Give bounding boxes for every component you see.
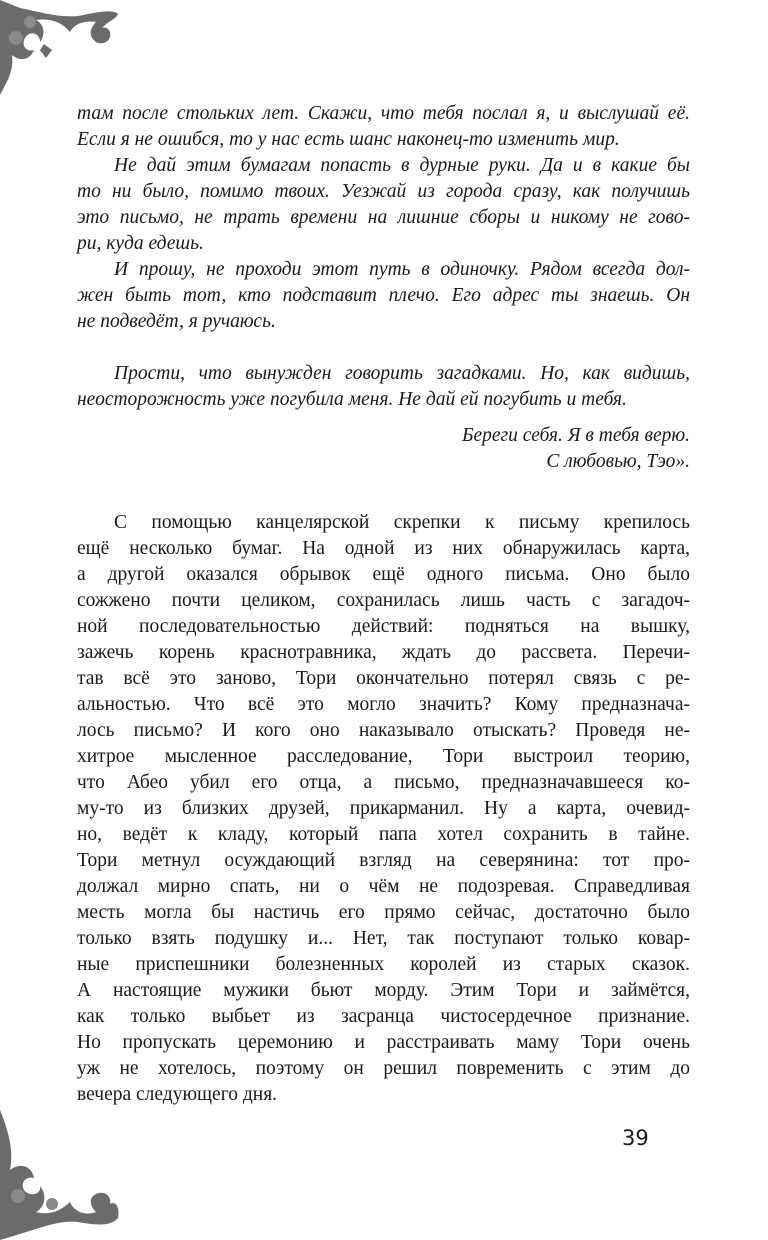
signature-line: Береги себя. Я в тебя верю. bbox=[462, 425, 690, 446]
text-line: Если я не ошибся, то у нас есть шанс наконец-то изменить мир. bbox=[77, 129, 620, 150]
letter-signature bbox=[77, 423, 690, 475]
text-line: вечера следующего дня. bbox=[77, 1084, 278, 1105]
text-line: как только выбьет из засранца чистосердечное признание. bbox=[77, 1006, 690, 1027]
text-line: там после стольких лет. Скажи, что тебя послал я, и выслушай её. bbox=[77, 103, 690, 124]
page-number: 39 bbox=[622, 1126, 649, 1150]
text-line: что Абео убил его отца, а письмо, предназначавшееся ко- bbox=[77, 772, 690, 793]
text-line: то ни было, помимо твоих. Уезжай из города сразу, как получишь bbox=[77, 181, 690, 202]
text-line: жен быть тот, кто подставит плечо. Его адрес ты знаешь. Он bbox=[77, 285, 690, 306]
text-line: уж не хотелось, поэтому он решил повременить с этим до bbox=[77, 1058, 690, 1079]
text-line: лось письмо? И кого оно наказывало отыскать? Проведя не- bbox=[77, 720, 690, 741]
text-line: месть могла бы настичь его прямо сейчас, достаточно было bbox=[77, 902, 690, 923]
text-line: тав всё это заново, Тори окончательно потерял связь с ре- bbox=[77, 668, 690, 689]
text-line: ной последовательностью действий: подняться на вышку, bbox=[77, 616, 690, 637]
text-line: сожжено почти целиком, сохранилась лишь часть с загадоч- bbox=[77, 590, 690, 611]
text-line: ещё несколько бумаг. На одной из них обнаружилась карта, bbox=[77, 538, 690, 559]
text-line: должал мирно спать, ни о чём не подозревая. Справедливая bbox=[77, 876, 690, 897]
text-line: Тори метнул осуждающий взгляд на северянина: тот про- bbox=[77, 850, 690, 871]
text-line: не подведёт, я ручаюсь. bbox=[77, 311, 276, 332]
text-line: С помощью канцелярской скрепки к письму крепилось bbox=[114, 512, 690, 533]
text-line: это письмо, не трать времени на лишние сборы и никому не гово- bbox=[77, 207, 690, 228]
letter-text bbox=[77, 101, 690, 335]
body-paragraph bbox=[77, 510, 690, 1108]
text-line: неосторожность уже погубила меня. Не дай ей погубить и тебя. bbox=[77, 389, 627, 410]
letter-closing-text bbox=[77, 361, 690, 413]
text-line: а другой оказался обрывок ещё одного письма. Оно было bbox=[77, 564, 690, 585]
text-line: зажечь корень краснотравника, ждать до рассвета. Перечи- bbox=[77, 642, 690, 663]
top-corner-ornament bbox=[0, 0, 130, 110]
text-line: хитрое мысленное расследование, Тори выстроил теорию, bbox=[77, 746, 690, 767]
text-line: И прошу, не проходи этот путь в одиночку. Рядом всегда дол- bbox=[114, 259, 690, 280]
text-line: ри, куда едешь. bbox=[77, 233, 204, 254]
text-line: но, ведёт к кладу, который папа хотел сохранить в тайне. bbox=[77, 824, 690, 845]
text-line: альностью. Что всё это могло значить? Кому предназнача- bbox=[77, 694, 690, 715]
text-line: только взять подушку и... Нет, так поступают только ковар- bbox=[77, 928, 690, 949]
text-line: А настоящие мужики бьют морду. Этим Тори и займётся, bbox=[77, 980, 690, 1001]
text-line: му-то из близких друзей, прикарманил. Ну а карта, очевид- bbox=[77, 798, 690, 819]
text-line: Прости, что вынужден говорить загадками. Но, как видишь, bbox=[114, 363, 690, 384]
signature-line: С любовью, Тэо». bbox=[546, 451, 690, 472]
text-line: Но пропускать церемонию и расстраивать маму Тори очень bbox=[77, 1032, 690, 1053]
text-line: Не дай этим бумагам попасть в дурные руки. Да и в какие бы bbox=[114, 155, 690, 176]
text-line: ные приспешники болезненных королей из старых сказок. bbox=[77, 954, 690, 975]
bottom-corner-ornament bbox=[0, 1100, 130, 1240]
